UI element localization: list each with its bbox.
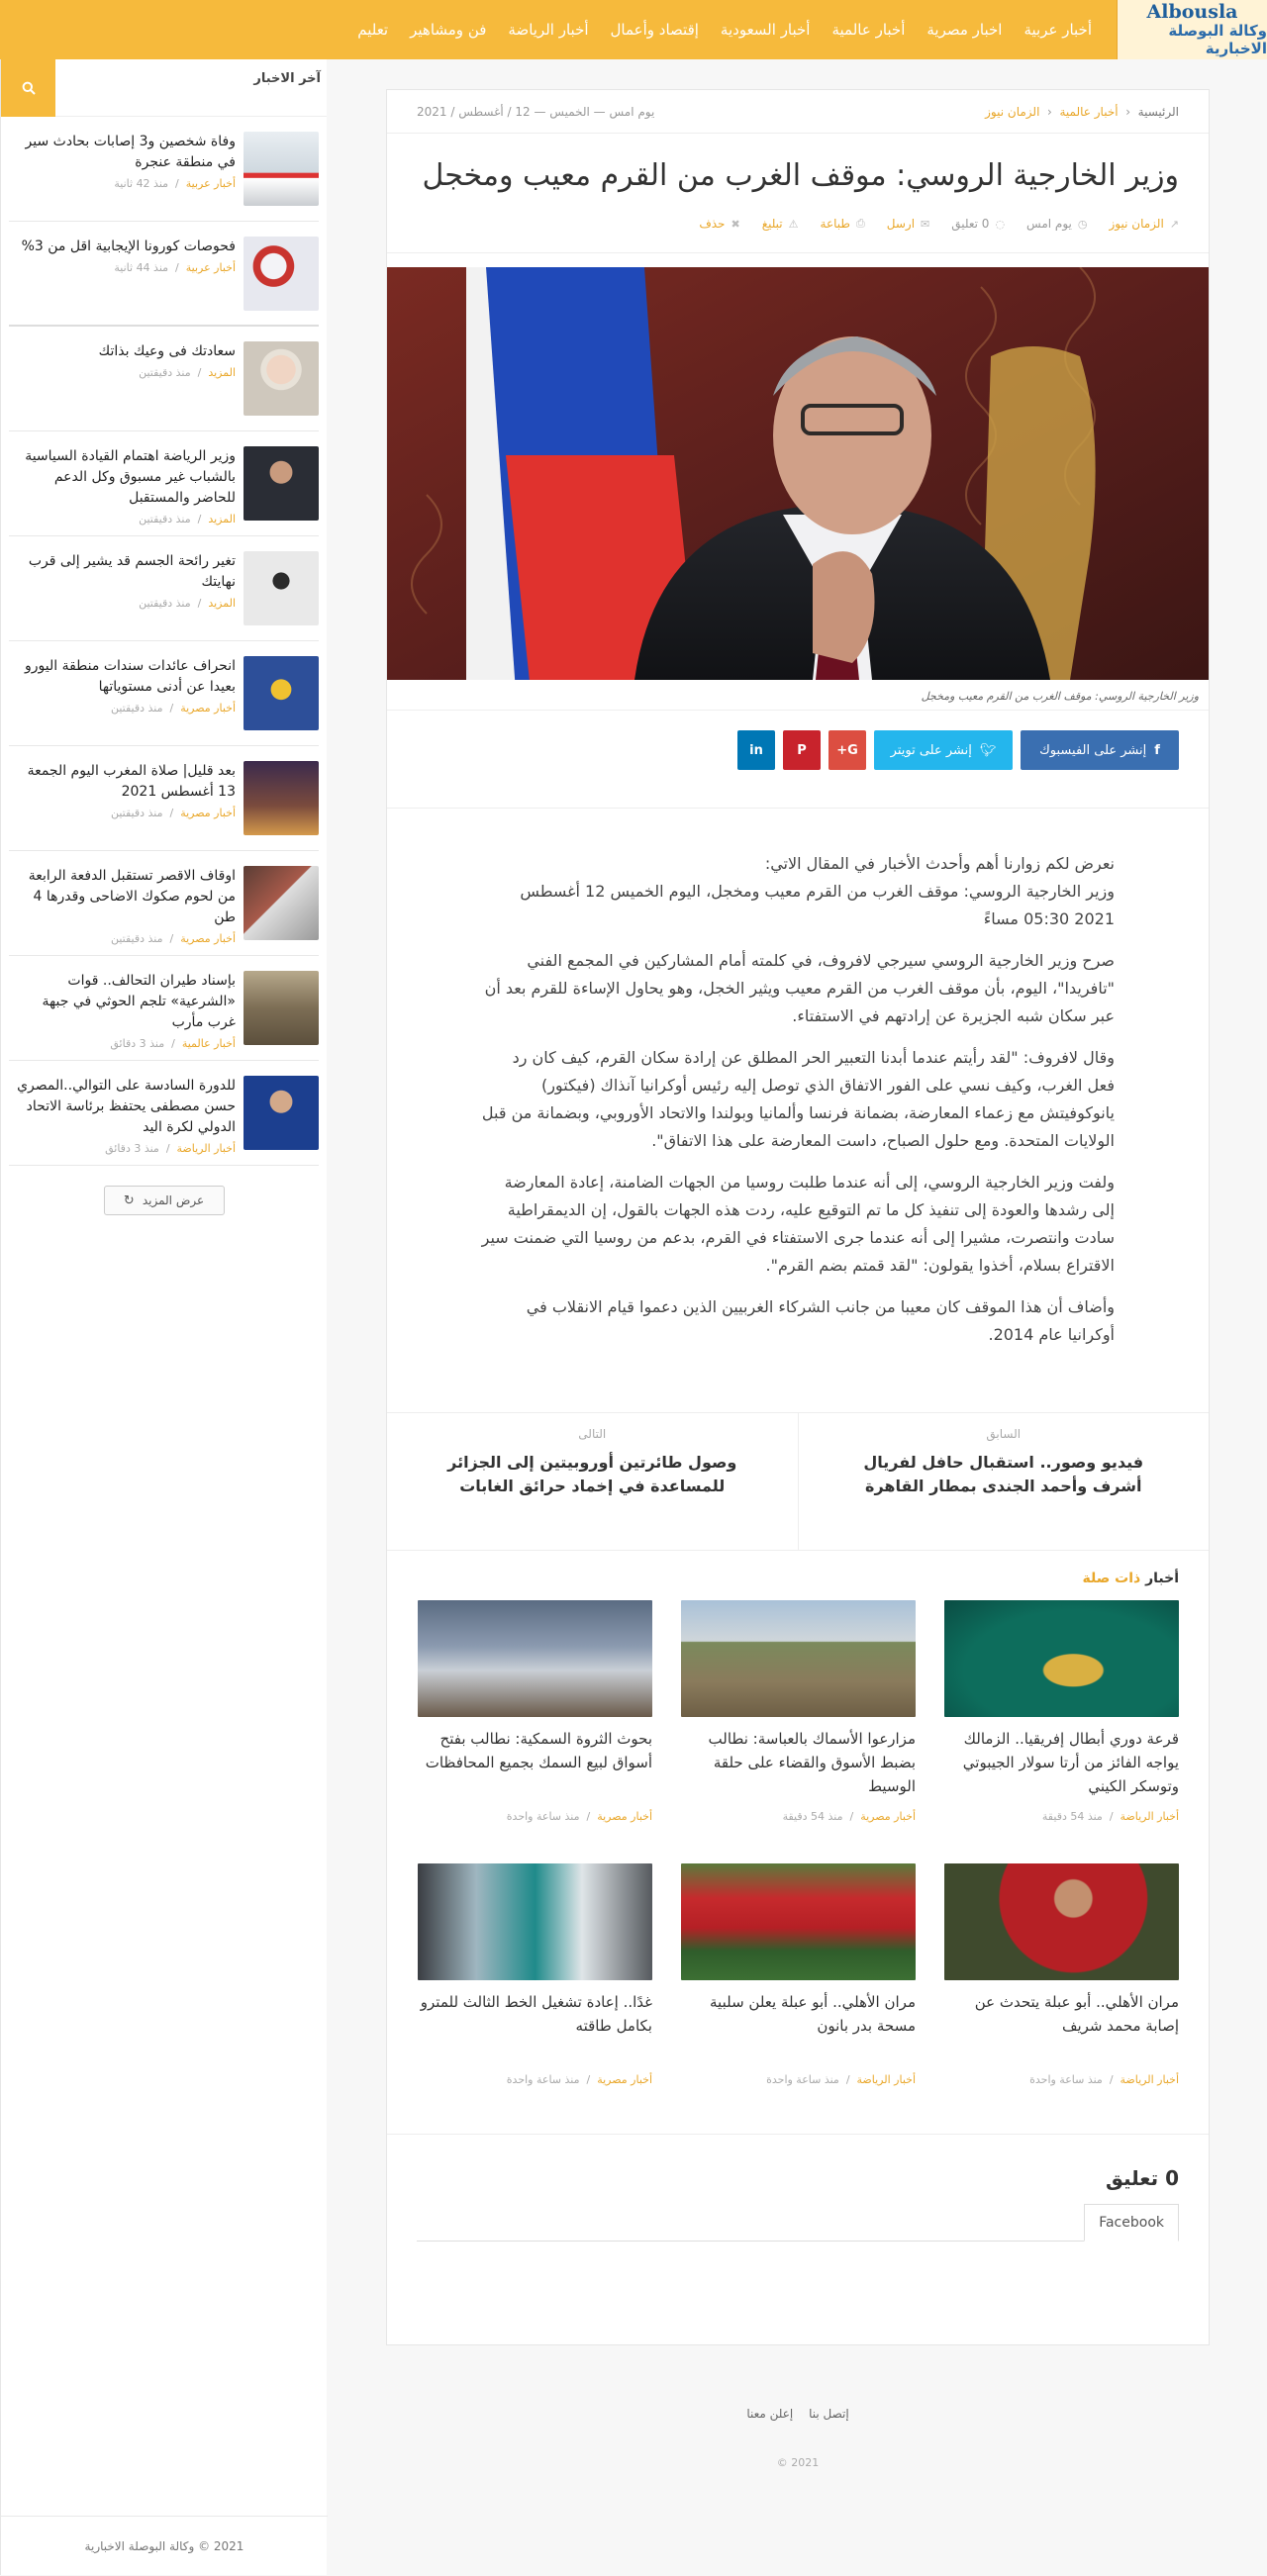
- footer-contact-link[interactable]: إتصل بنا: [809, 2407, 849, 2421]
- nav-art[interactable]: فن ومشاهير: [410, 21, 487, 39]
- related-category[interactable]: أخبار مصرية: [597, 1810, 652, 1823]
- article-container: [386, 89, 1210, 2345]
- related-image-fish-farmers: [681, 1600, 916, 1717]
- related-category[interactable]: أخبار الرياضة: [856, 2073, 916, 2086]
- list-item-category[interactable]: أخبار عالمية: [181, 1037, 236, 1050]
- list-item-title[interactable]: للدورة السادسة على التوالي..المصري حسن مصطفى يحتفظ برئاسة الاتحاد الدولي لكرة اليد: [17, 1078, 236, 1135]
- print-icon: ⎙: [855, 217, 865, 230]
- list-item-category[interactable]: أخبار عربية: [185, 261, 236, 274]
- comments-title: 0 تعليق: [1105, 2166, 1179, 2190]
- list-item-title[interactable]: بإسناد طيران التحالف.. قوات «الشرعية» تلجم الحوثي في جبهة غرب مأرب: [42, 973, 236, 1030]
- related-card[interactable]: قرعة دوري أبطال إفريقيا.. الزمالك يواجه الفائز من أرتا سولار الجيبوتي وتوسكر الكيني أخبار الرياضة / منذ 54 دقيقة: [944, 1600, 1179, 1863]
- related-image-fish-market: [418, 1600, 652, 1717]
- list-item-title[interactable]: وفاة شخصين و3 إصابات بحادث سير في منطقة عنجرة: [25, 134, 236, 170]
- pinterest-icon: P: [797, 742, 807, 758]
- list-item-time: منذ دقيقتين: [139, 513, 191, 525]
- meta-print[interactable]: ⎙ طباعة: [820, 217, 865, 231]
- related-grid: [417, 1600, 1179, 2127]
- share-twitter-button[interactable]: 🐦︎ إنشر على تويتر: [874, 730, 1013, 770]
- meta-time: ◷ يوم امس: [1026, 217, 1088, 231]
- nav-education[interactable]: تعليم: [357, 21, 389, 39]
- article-paragraph: نعرض لكم زوارنا أهم وأحدث الأخبار في المقال الاتي: وزير الخارجية الروسي: موقف الغرب من القرم معيب ومخجل، اليوم الخميس 12 أغسطس 2021 05:30 مساءً: [520, 854, 1115, 928]
- related-title: مران الأهلي.. أبو عبلة يعلن سلبية مسحة بدر بانون: [710, 1993, 916, 2035]
- article-body: [387, 809, 1209, 1412]
- related-title: غدًا.. إعادة تشغيل الخط الثالث للمترو بكامل طاقته: [420, 1993, 652, 2035]
- related-card[interactable]: مران الأهلي.. أبو عبلة يتحدث عن إصابة محمد شريف أخبار الرياضة / منذ ساعة واحدة: [944, 1863, 1179, 2127]
- latest-news-sidebar: [0, 59, 327, 2575]
- list-item-time: منذ 44 ثانية: [114, 261, 169, 274]
- related-category[interactable]: أخبار الرياضة: [1120, 2073, 1179, 2086]
- list-item-title[interactable]: انحراف عائدات سندات منطقة اليورو بعيدا عن أدنى مستوياتها: [25, 658, 236, 695]
- thumb-body-odor: [244, 551, 319, 625]
- list-item-title[interactable]: تغير رائحة الجسم قد يشير إلى قرب نهايتك: [28, 553, 236, 590]
- main-nav: [346, 0, 1117, 59]
- sidebar-footer: 2021 © وكالة البوصلة الاخبارية: [1, 2516, 328, 2575]
- article-paragraph: ولفت وزير الخارجية الروسي، إلى أنه عندما طلبت روسيا من الجهات الضامنة، إعادة المعارضة إلى رشدها والعودة إلى تنفيذ كل ما تم التوقيع عليه، ردت هذه الجهات بالقول، إن الديمقراطية سادت وانتصرت، مشيرا إلى أنه عندما جرى الاستفتاء في القرم، بدعم من روسيا التي ضمنت سير الاقتراع بسلام، أخذوا يقولون: "لقد قمتم بضم القرم".: [481, 1173, 1115, 1275]
- article-paragraph: وقال لافروف: "لقد رأيتم عندما أبدنا التعبير الحر المطلق عن إرادة سكان القرم، كيف كان رد فعل الغرب، وكيف نسي على الفور الاتفاق الذي توصل إليه رئيس أوكرانيا آنذاك (فيكتور) يانوكوفيتش مع زعماء المعارضة، بضمانة فرنسا وألمانيا وبولندا والاتحاد الأوروبي، وبضمانة من قبل الولايات المتحدة. ومع حلول الصباح، داست المعارضة على هذا الاتفاق".: [481, 1048, 1115, 1150]
- meta-comments[interactable]: ◌ 0 تعليق: [951, 217, 1006, 231]
- related-time: منذ 54 دقيقة: [782, 1810, 843, 1823]
- list-item-title[interactable]: بعد قليل| صلاة المغرب اليوم الجمعة 13 أغسطس 2021: [27, 763, 236, 800]
- article-paragraph: صرح وزير الخارجية الروسي سيرجي لافروف، في كلمته أمام المشاركين في المجمع الفني "تافريدا"، اليوم، بأن موقف الغرب من القرم معيب ويثير الخجل، وهو يحاول الإساءة للقرم بعد أن عبر سكان شبه الجزيرة عن إرادتهم في الاستفتاء.: [484, 951, 1115, 1025]
- list-item-category[interactable]: أخبار مصرية: [180, 702, 236, 715]
- meta-send[interactable]: ✉ ارسل: [886, 217, 930, 231]
- share-bar: [387, 710, 1209, 809]
- share-linkedin-button[interactable]: [737, 730, 775, 770]
- related-card[interactable]: بحوث الثروة السمكية: نطالب بفتح أسواق لبيع السمك بجميع المحافظات أخبار مصرية / منذ ساعة واحدة: [418, 1600, 652, 1863]
- list-item[interactable]: بإسناد طيران التحالف.. قوات «الشرعية» تلجم الحوثي في جبهة غرب مأرب أخبار عالمية / منذ 3 دقائق: [9, 956, 319, 1061]
- nav-arab-news[interactable]: أخبار عربية: [1023, 21, 1092, 39]
- thumb-minister: [244, 446, 319, 521]
- facebook-icon: f: [1154, 742, 1160, 758]
- refresh-icon: ↻: [123, 1193, 135, 1208]
- related-title: مزارعوا الأسماك بالعباسة: نطالب بضبط الأسوق والقضاء على حلقة الوسيط: [708, 1730, 916, 1795]
- related-time: منذ ساعة واحدة: [506, 2073, 580, 2086]
- article-paragraph: وأضاف أن هذا الموقف كان معيبا من جانب الشركاء الغربيين الذين دعموا قيام الانقلاب في أوكرانيا عام 2014.: [526, 1297, 1115, 1344]
- related-title: بحوث الثروة السمكية: نطالب بفتح أسواق لبيع السمك بجميع المحافظات: [425, 1730, 652, 1771]
- nav-sports[interactable]: أخبار الرياضة: [508, 21, 589, 39]
- list-item-category[interactable]: أخبار الرياضة: [176, 1142, 236, 1155]
- article-meta: [387, 197, 1209, 231]
- sidebar-header: [1, 59, 327, 117]
- related-news: [387, 1551, 1209, 2135]
- list-item[interactable]: وزير الرياضة اهتمام القيادة السياسية بالشباب غير مسبوق وكل الدعم للحاضر والمستقبل المزيد / منذ دقيقتين: [9, 431, 319, 536]
- related-time: منذ ساعة واحدة: [1029, 2073, 1103, 2086]
- related-time: منذ ساعة واحدة: [506, 1810, 580, 1823]
- search-icon: [22, 81, 36, 95]
- envelope-icon: ✉: [921, 217, 930, 231]
- meta-source[interactable]: ↗ الزمان نيوز: [1109, 217, 1179, 231]
- breadcrumb-home[interactable]: الرئيسية: [1137, 105, 1179, 119]
- twitter-icon: 🐦︎: [979, 742, 997, 758]
- list-item[interactable]: تغير رائحة الجسم قد يشير إلى قرب نهايتك المزيد / منذ دقيقتين: [9, 536, 319, 641]
- prev-next-nav: [387, 1412, 1209, 1551]
- next-article-link[interactable]: [387, 1413, 799, 1550]
- list-item[interactable]: انحراف عائدات سندات منطقة اليورو بعيدا عن أدنى مستوياتها أخبار مصرية / منذ دقيقتين: [9, 641, 319, 746]
- share-pinterest-button[interactable]: [783, 730, 821, 770]
- comments-section: [387, 2135, 1209, 2323]
- list-item-time: منذ 3 دقائق: [110, 1037, 165, 1050]
- warning-icon: ⚠: [788, 217, 799, 231]
- list-item-time: منذ دقيقتين: [139, 597, 191, 610]
- thumb-soldiers: [244, 971, 319, 1045]
- related-title: قرعة دوري أبطال إفريقيا.. الزمالك يواجه الفائز من أرتا سولار الجيبوتي وتوسكر الكيني: [962, 1730, 1179, 1795]
- share-google-plus-button[interactable]: [828, 730, 866, 770]
- close-icon: ✖: [731, 217, 740, 231]
- breadcrumb-source[interactable]: الزمان نيوز: [985, 105, 1040, 119]
- top-navbar: [0, 0, 1267, 59]
- list-item-category[interactable]: المزيد: [208, 597, 236, 610]
- comment-icon: ◌: [995, 217, 1006, 231]
- nav-egypt-news[interactable]: اخبار مصرية: [926, 21, 1003, 39]
- list-item-time: منذ 3 دقائق: [105, 1142, 159, 1155]
- sidebar-title: آخر الاخبار: [253, 71, 321, 86]
- list-item-time: منذ دقيقتين: [139, 366, 191, 379]
- list-item-time: منذ 42 ثانية: [114, 177, 169, 190]
- thumb-mosque: [244, 761, 319, 835]
- related-heading: أخبار ذات صلة: [1082, 1571, 1179, 1586]
- list-item-category[interactable]: المزيد: [208, 366, 236, 379]
- list-item[interactable]: وفاة شخصين و3 إصابات بحادث سير في منطقة عنجرة أخبار عربية / منذ 42 ثانية: [9, 117, 319, 222]
- related-time: منذ 54 دقيقة: [1041, 1810, 1103, 1823]
- thumb-woman-portrait: [244, 341, 319, 416]
- list-item[interactable]: سعادتك فى وعيك بذاتك المزيد / منذ دقيقتين: [9, 327, 319, 431]
- thumb-covid-test: [244, 237, 319, 311]
- logo-latin: Albousla: [1146, 1, 1238, 23]
- related-category[interactable]: أخبار مصرية: [597, 2073, 652, 2086]
- article-title: وزير الخارجية الروسي: موقف الغرب من القرم معيب ومخجل: [422, 158, 1179, 193]
- nav-economy[interactable]: إقتصاد وأعمال: [610, 21, 699, 39]
- breadcrumb-category[interactable]: أخبار عالمية: [1059, 105, 1119, 119]
- footer-copyright: 2021 ©: [776, 2456, 820, 2469]
- divider: [417, 2241, 1179, 2242]
- google-plus-icon: G+: [836, 742, 858, 758]
- nav-saudi-news[interactable]: أخبار السعودية: [720, 21, 811, 39]
- related-title: مران الأهلي.. أبو عبلة يتحدث عن إصابة محمد شريف: [974, 1993, 1179, 2035]
- list-item[interactable]: اوقاف الاقصر تستقبل الدفعة الرابعة من لحوم صكوك الاضاحى وقدرها 4 طن أخبار مصرية / منذ دقيقتين: [9, 851, 319, 956]
- hero-illustration: [387, 267, 1209, 680]
- list-item[interactable]: فحوصات كورونا الإيجابية اقل من 3% أخبار عربية / منذ 44 ثانية: [9, 222, 319, 327]
- thumb-meat: [244, 866, 319, 940]
- list-item-title[interactable]: اوقاف الاقصر تستقبل الدفعة الرابعة من لحوم صكوك الاضاحى وقدرها 4 طن: [28, 868, 236, 925]
- clock-icon: ◷: [1077, 217, 1088, 231]
- prev-label: السابق: [986, 1427, 1022, 1441]
- meta-report[interactable]: ⚠ تبليغ: [761, 217, 799, 231]
- list-item-time: منذ دقيقتين: [110, 702, 163, 715]
- search-button[interactable]: [1, 59, 55, 117]
- list-item[interactable]: للدورة السادسة على التوالي..المصري حسن مصطفى يحتفظ برئاسة الاتحاد الدولي لكرة اليد أخبار الرياضة / منذ 3 دقائق: [9, 1061, 319, 1166]
- article-date: يوم امس — الخميس — 12 / أغسطس / 2021: [417, 105, 655, 119]
- related-category[interactable]: أخبار مصرية: [860, 1810, 916, 1823]
- facebook-comments-tab[interactable]: Facebook: [1084, 2204, 1179, 2242]
- list-item-category[interactable]: المزيد: [208, 513, 236, 525]
- related-card[interactable]: مران الأهلي.. أبو عبلة يعلن سلبية مسحة بدر بانون أخبار الرياضة / منذ ساعة واحدة: [681, 1863, 916, 2127]
- list-item-title[interactable]: وزير الرياضة اهتمام القيادة السياسية بالشباب غير مسبوق وكل الدعم للحاضر والمستقبل: [25, 448, 236, 506]
- breadcrumb-row: [387, 90, 1209, 134]
- list-item-time: منذ دقيقتين: [110, 932, 163, 945]
- prev-title: فيديو وصور.. استقبال حافل لفريال أشرف وأحمد الجندى بمطار القاهرة: [863, 1453, 1144, 1495]
- article-hero-image: [387, 267, 1209, 680]
- nav-world-news[interactable]: أخبار عالمية: [831, 21, 906, 39]
- list-item-category[interactable]: أخبار عربية: [185, 177, 236, 190]
- footer-links: [386, 2407, 1210, 2421]
- related-image-metro: [418, 1863, 652, 1980]
- meta-delete[interactable]: ✖ حذف: [699, 217, 740, 231]
- list-item-category[interactable]: أخبار مصرية: [180, 807, 236, 819]
- related-card[interactable]: غدًا.. إعادة تشغيل الخط الثالث للمترو بكامل طاقته أخبار مصرية / منذ ساعة واحدة: [418, 1863, 652, 2127]
- image-caption: وزير الخارجية الروسي: موقف الغرب من القرم معيب ومخجل: [921, 690, 1199, 703]
- related-image-ahly-training: [681, 1863, 916, 1980]
- footer-advertise-link[interactable]: إعلن معنا: [746, 2407, 794, 2421]
- load-more-label: عرض المزيد: [142, 1193, 205, 1207]
- list-item-category[interactable]: أخبار مصرية: [180, 932, 236, 945]
- logo-arabic: وكالة البوصلة الاخبارية: [1168, 22, 1267, 57]
- external-link-icon: ↗: [1169, 217, 1179, 231]
- thumb-ambulance: [244, 132, 319, 206]
- sidebar-list: [1, 117, 327, 1166]
- related-card[interactable]: مزارعوا الأسماك بالعباسة: نطالب بضبط الأسوق والقضاء على حلقة الوسيط أخبار مصرية / منذ 54 دقيقة: [681, 1600, 916, 1863]
- related-image-caf-trophy: [944, 1600, 1179, 1717]
- related-category[interactable]: أخبار الرياضة: [1120, 1810, 1179, 1823]
- list-item-title[interactable]: سعادتك فى وعيك بذاتك: [98, 343, 236, 359]
- thumb-euro-sign: [244, 656, 319, 730]
- list-item-title[interactable]: فحوصات كورونا الإيجابية اقل من 3%: [21, 239, 236, 254]
- divider: [387, 252, 1209, 253]
- site-logo[interactable]: [1117, 0, 1267, 59]
- load-more-button[interactable]: [104, 1186, 225, 1215]
- linkedin-icon: in: [749, 742, 763, 758]
- thumb-handball-official: [244, 1076, 319, 1150]
- next-title: وصول طائرتين أوروبيتين إلى الجزائر للمساعدة في إخماد حرائق الغابات: [447, 1453, 737, 1495]
- breadcrumb: الرئيسية ‹ أخبار عالمية ‹ الزمان نيوز: [985, 105, 1179, 119]
- prev-article-link[interactable]: [799, 1413, 1210, 1550]
- list-item-time: منذ دقيقتين: [110, 807, 163, 819]
- related-image-ahly-player: [944, 1863, 1179, 1980]
- share-facebook-button[interactable]: f إنشر على الفيسبوك: [1021, 730, 1179, 770]
- related-time: منذ ساعة واحدة: [766, 2073, 839, 2086]
- next-label: التالى: [578, 1427, 607, 1441]
- list-item[interactable]: بعد قليل| صلاة المغرب اليوم الجمعة 13 أغسطس 2021 أخبار مصرية / منذ دقيقتين: [9, 746, 319, 851]
